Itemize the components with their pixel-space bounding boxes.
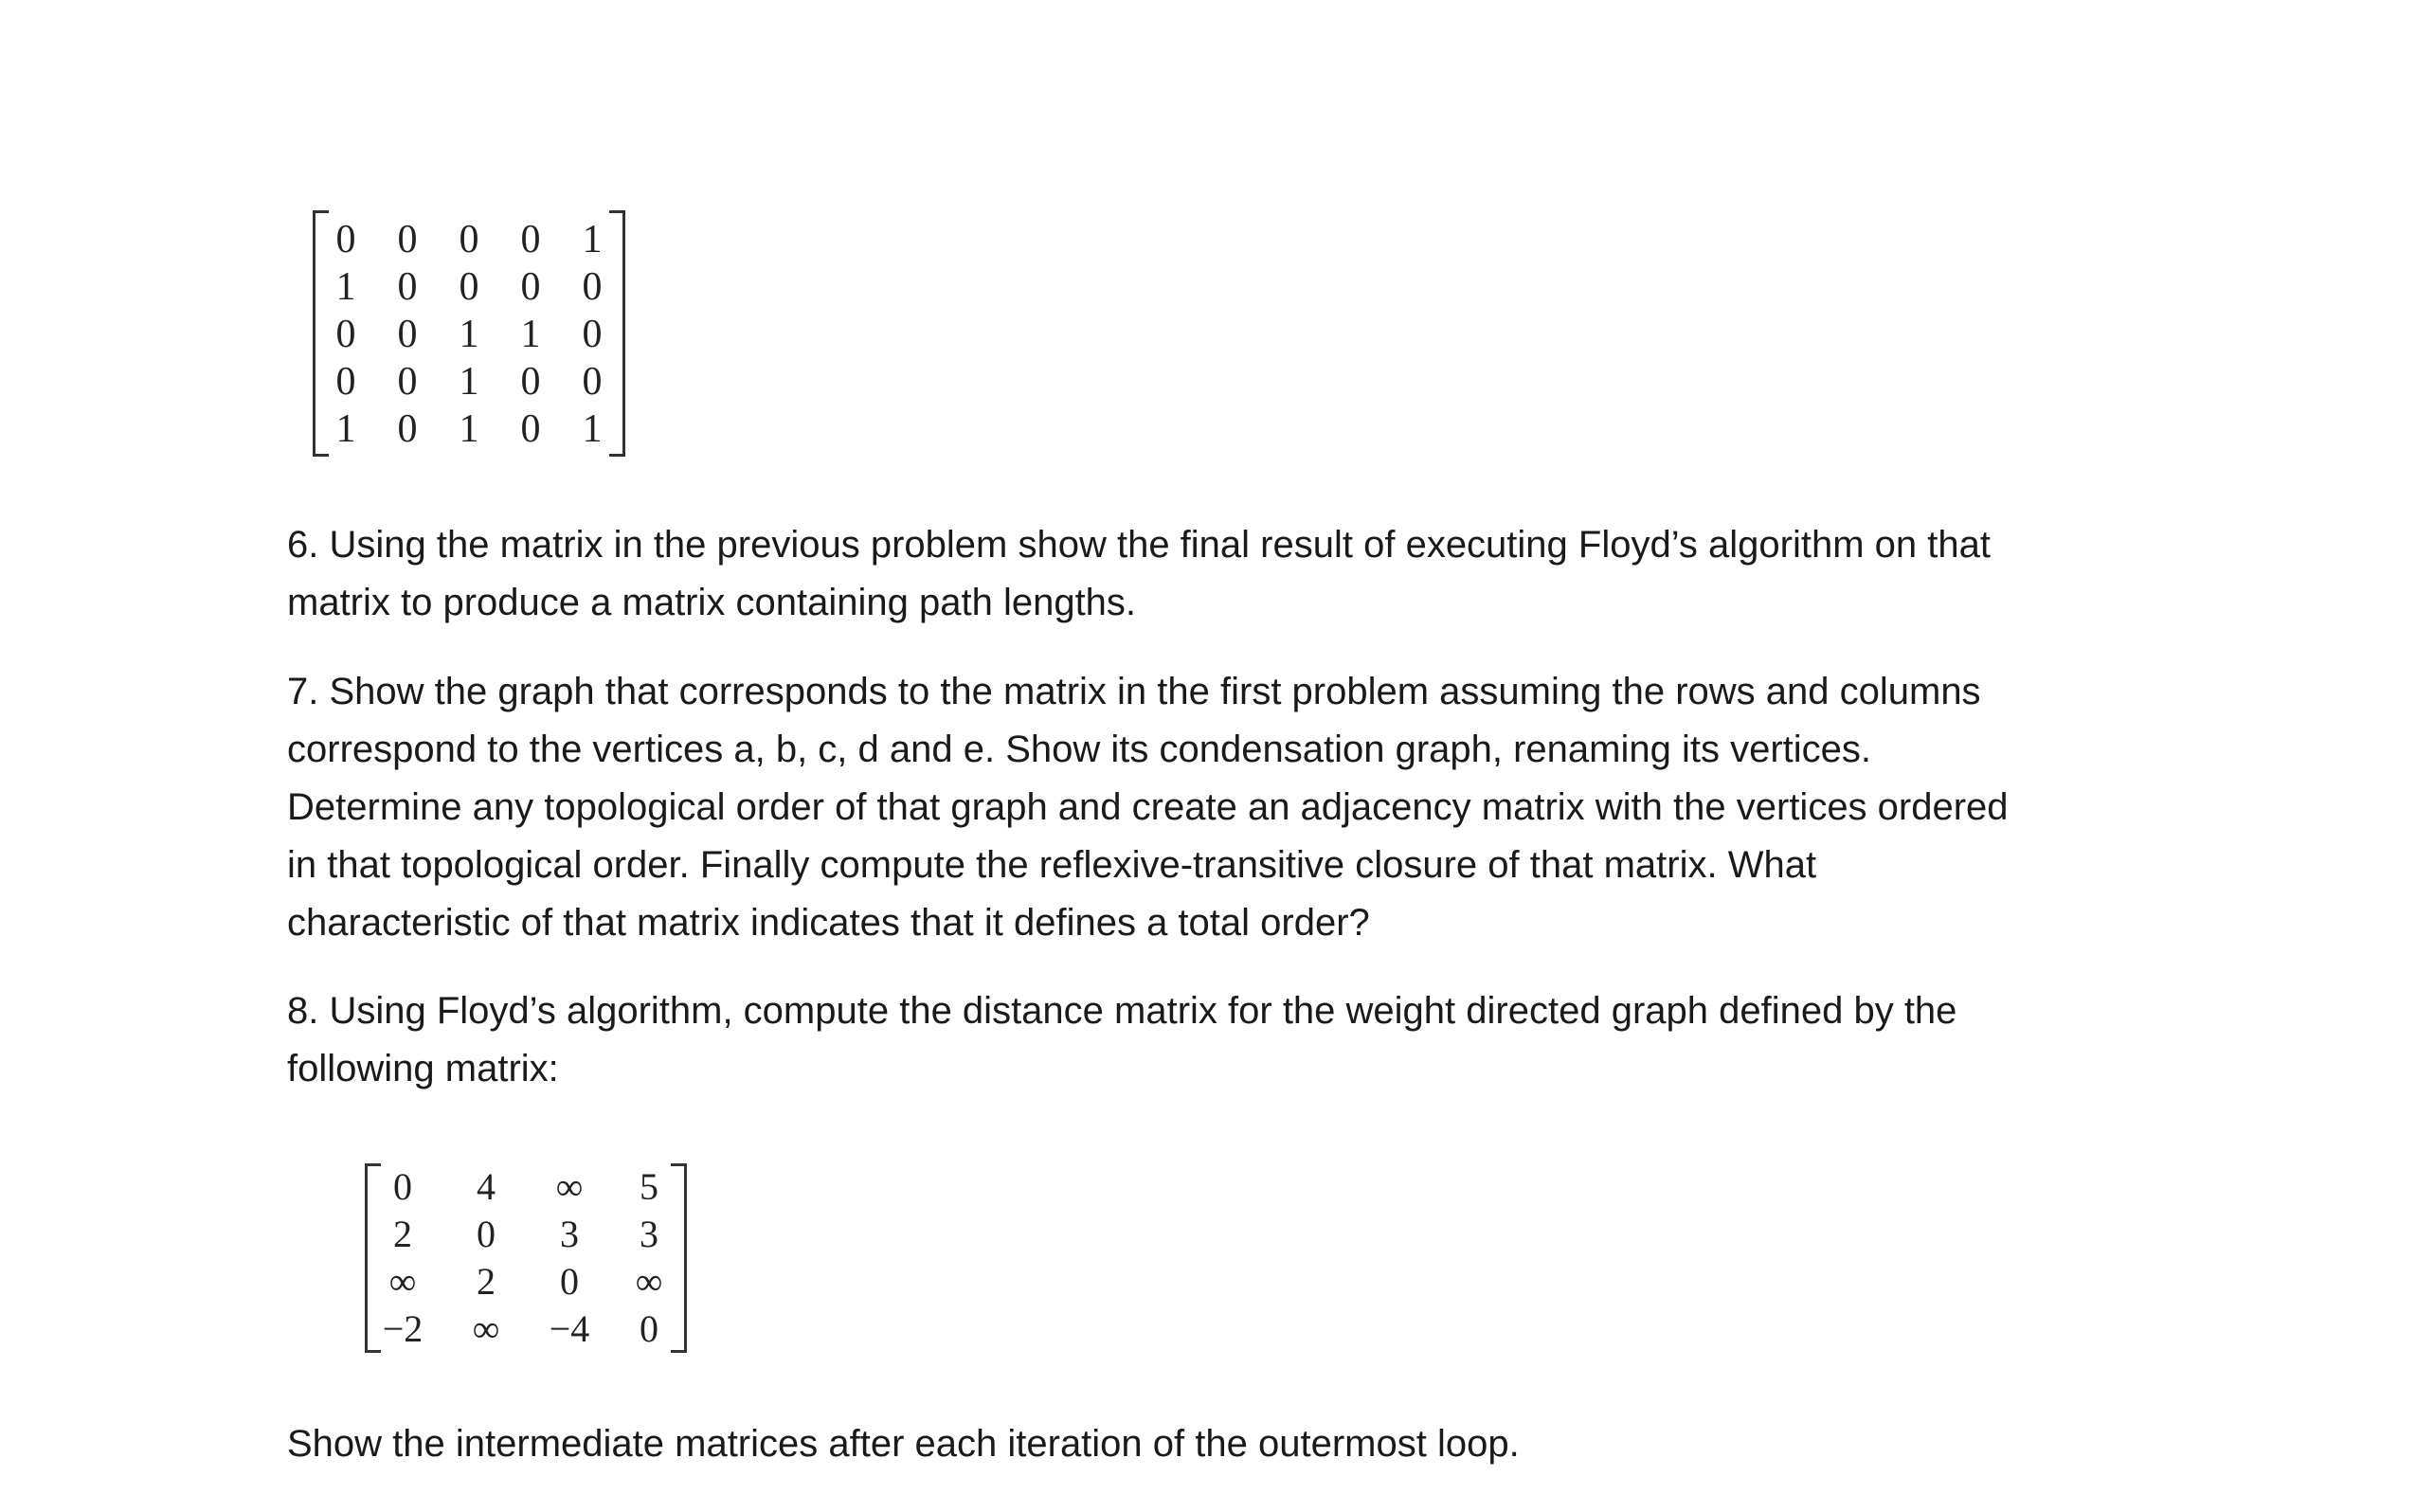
matrix-cell: 0 [459,218,479,261]
problem-text-line: 6. Using the matrix in the previous problem show the final result of executing Floyd’s algorithm on that [287,524,1991,566]
matrix-row [365,1211,687,1258]
matrix-cell: 0 [520,265,541,309]
matrix-cell: −2 [382,1307,424,1350]
matrix-cell: 0 [520,407,541,451]
problem-text-line: matrix to produce a matrix containing path lengths. [287,582,1137,623]
matrix-cell: 1 [582,218,603,261]
matrix-row [313,400,625,459]
matrix-cell: ∞ [388,1260,417,1303]
problem-text-line: Determine any topological order of that graph and create an adjacency matrix with the vertices ordered [287,786,2009,828]
matrix-cell: 0 [393,1165,412,1208]
matrix-row [365,1163,687,1211]
final-instruction [287,1415,2182,1473]
matrix-cell: 3 [640,1213,658,1255]
matrix-cell: 1 [520,313,541,356]
matrix-cell: 4 [477,1165,496,1208]
adjacency-matrix-1 [313,210,625,457]
matrix-cell: 1 [459,407,479,451]
problem-6 [287,516,2182,632]
matrix-cell: 0 [397,313,418,356]
problem-text-line: characteristic of that matrix indicates that it defines a total order? [287,902,1370,944]
problem-8 [287,982,2182,1098]
matrix-cell: −4 [549,1307,590,1350]
matrix-cell: 1 [582,407,603,451]
matrix-cell: 0 [335,218,356,261]
matrix-cell: 0 [335,360,356,404]
matrix-cell: 1 [335,407,356,451]
final-instruction-text: Show the intermediate matrices after each iteration of the outermost loop. [287,1423,1520,1465]
problem-7 [287,663,2182,952]
weight-matrix-2 [365,1163,687,1353]
matrix-cell: 0 [477,1213,496,1255]
matrix-cell: 0 [397,360,418,404]
matrix-cell: 3 [560,1213,579,1255]
matrix-cell: 0 [640,1307,658,1350]
matrix-cell: 0 [560,1260,579,1303]
matrix-cell: 0 [397,265,418,309]
matrix-cell: 0 [397,407,418,451]
matrix-cell: 1 [335,265,356,309]
matrix-cell: 0 [582,265,603,309]
matrix-cell: 0 [397,218,418,261]
matrix-cell: ∞ [635,1260,663,1303]
matrix-cell: 0 [459,265,479,309]
matrix-cell: 5 [640,1165,658,1208]
matrix-cell: 1 [459,313,479,356]
matrix-cell: 2 [393,1213,412,1255]
matrix-cell: 0 [582,360,603,404]
problem-text-line: in that topological order. Finally compute the reflexive-transitive closure of that matrix. What [287,844,1817,886]
matrix-cell: ∞ [555,1165,584,1208]
matrix-cell: 0 [335,313,356,356]
problem-text-line: 8. Using Floyd’s algorithm, compute the distance matrix for the weight directed graph defined by the [287,990,1957,1032]
problem-text-line: correspond to the vertices a, b, c, d and e. Show its condensation graph, renaming its vertices. [287,729,1872,770]
problem-text-line: 7. Show the graph that corresponds to the matrix in the first problem assuming the rows and columns [287,671,1981,712]
matrix-row [365,1258,687,1305]
matrix-cell: 2 [477,1260,496,1303]
matrix-cell: ∞ [472,1307,500,1350]
problem-text-line: following matrix: [287,1048,559,1089]
matrix-row [365,1305,687,1353]
matrix-cell: 0 [520,218,541,261]
matrix-cell: 0 [520,360,541,404]
matrix-cell: 0 [582,313,603,356]
matrix-cell: 1 [459,360,479,404]
